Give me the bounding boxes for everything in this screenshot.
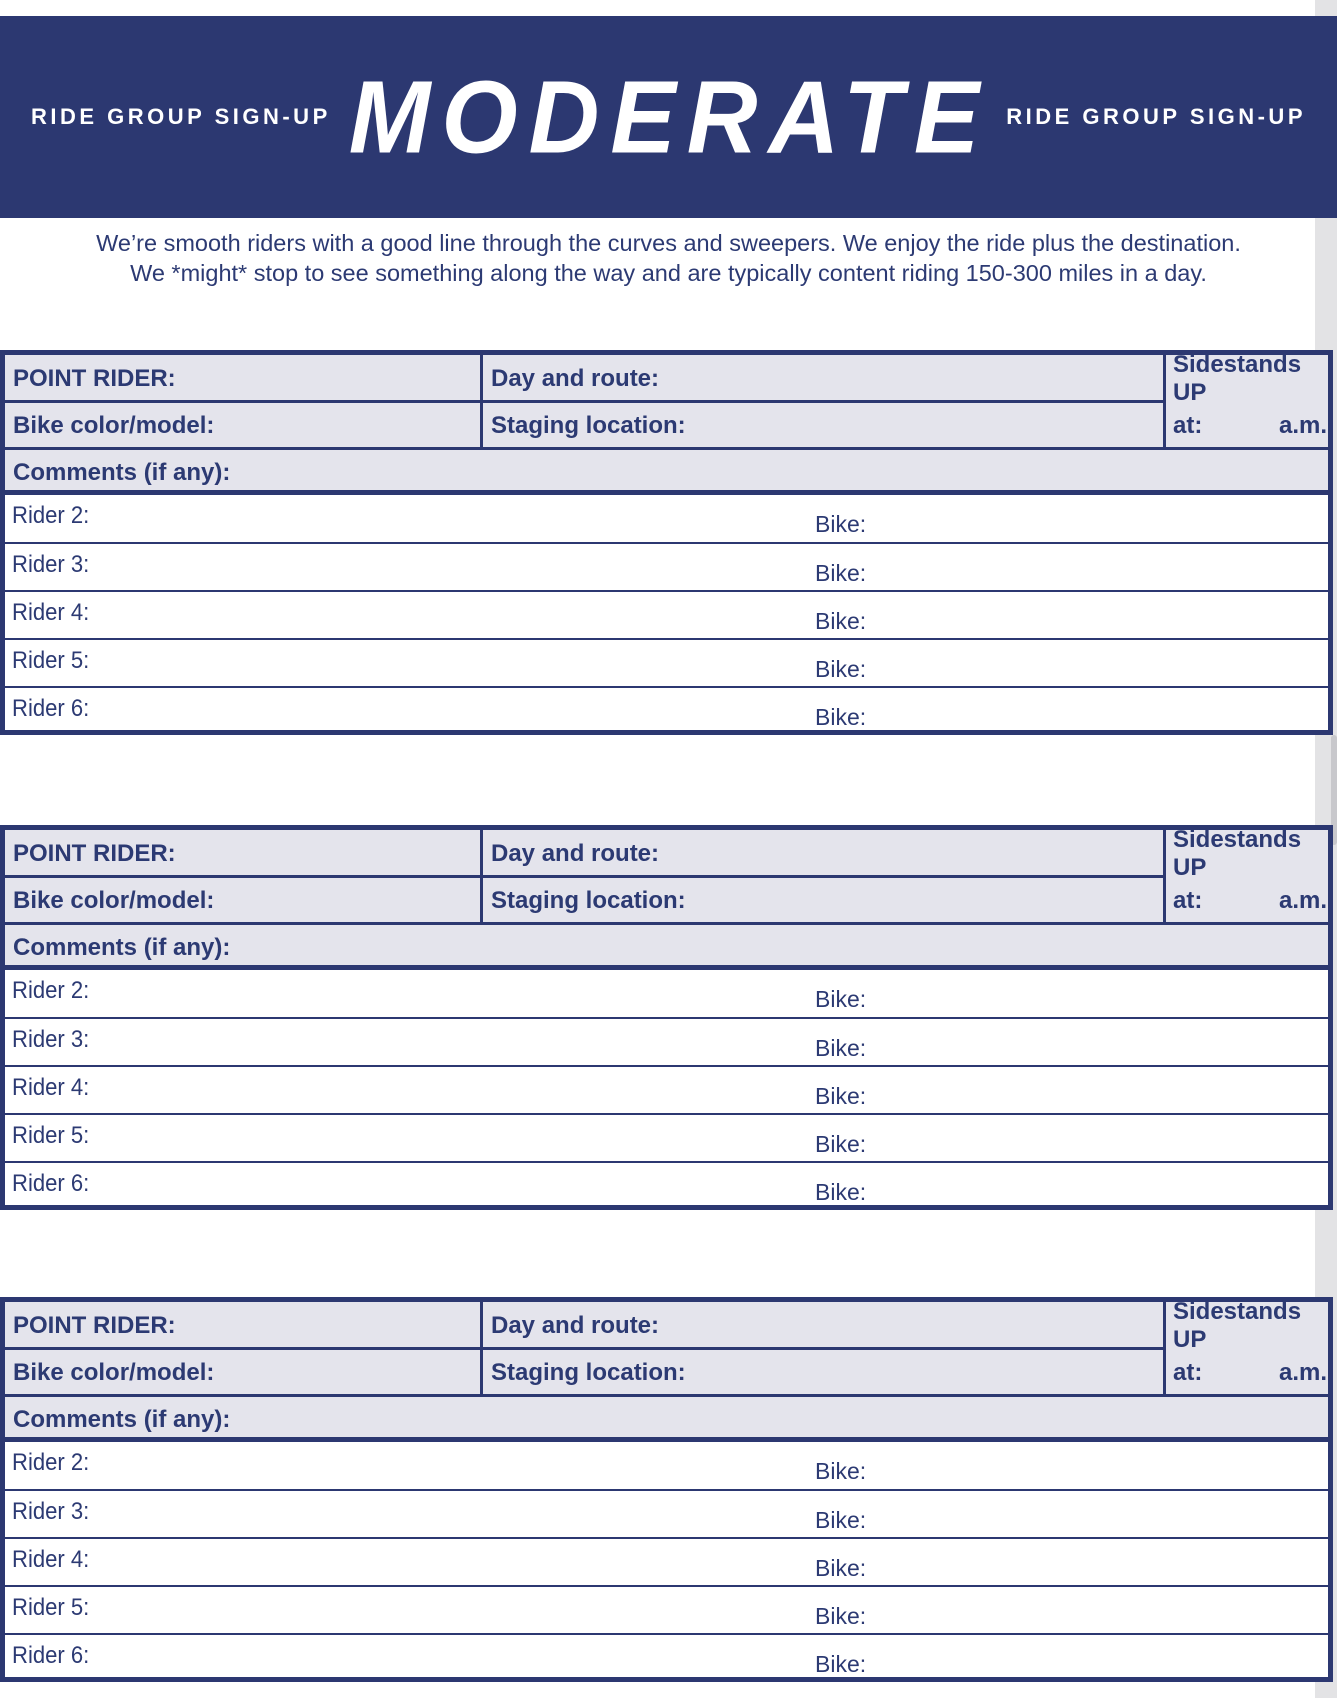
staging-location-label: Staging location:	[491, 411, 686, 439]
rider-label: Rider 2:	[12, 502, 90, 529]
bike-label: Bike:	[815, 1603, 867, 1629]
sidestands-up-label: Sidestands UP	[1173, 1297, 1302, 1353]
riders-table	[0, 490, 1333, 735]
point-rider-label: POINT RIDER:	[13, 364, 176, 392]
rider-row[interactable]	[5, 970, 1328, 1018]
at-label: at:	[1173, 411, 1203, 439]
divider	[5, 447, 1328, 450]
rider-row[interactable]	[5, 590, 1328, 638]
rider-label: Rider 5:	[12, 1594, 90, 1621]
day-route-label: Day and route:	[491, 364, 660, 392]
bike-label: Bike:	[815, 1131, 867, 1157]
bike-label: Bike:	[815, 1458, 867, 1484]
am-label: a.m.	[1278, 411, 1327, 439]
banner-left-tag: RIDE GROUP SIGN-UP	[31, 104, 331, 129]
divider	[1163, 1302, 1166, 1396]
rider-label: Rider 6:	[12, 1642, 90, 1669]
staging-location-label: Staging location:	[491, 886, 686, 914]
day-route-field[interactable]	[483, 830, 1163, 877]
bike-color-field[interactable]	[5, 877, 480, 924]
rider-row[interactable]	[5, 1585, 1328, 1633]
at-label: at:	[1173, 1358, 1203, 1386]
sidestands-up-label: Sidestands UP	[1173, 825, 1302, 881]
rider-row[interactable]	[5, 542, 1328, 590]
point-rider-field[interactable]	[5, 355, 480, 402]
rider-label: Rider 2:	[12, 1449, 90, 1476]
bike-label: Bike:	[815, 1651, 867, 1677]
day-route-label: Day and route:	[491, 1311, 660, 1339]
comments-label: Comments (if any):	[13, 459, 231, 486]
divider	[5, 1394, 1328, 1397]
bike-label: Bike:	[815, 608, 867, 634]
divider	[5, 400, 1163, 403]
rider-label: Rider 4:	[12, 1546, 90, 1573]
rider-row[interactable]	[5, 1161, 1328, 1209]
sidestands-up-field[interactable]	[1166, 1297, 1331, 1353]
rider-label: Rider 4:	[12, 1074, 90, 1101]
am-label: a.m.	[1278, 886, 1327, 914]
staging-location-label: Staging location:	[491, 1358, 686, 1386]
staging-location-field[interactable]	[483, 1349, 1163, 1396]
bike-label: Bike:	[815, 1083, 867, 1109]
bike-label: Bike:	[815, 1035, 867, 1061]
comments-label: Comments (if any):	[13, 934, 231, 961]
rider-row[interactable]	[5, 686, 1328, 734]
bike-label: Bike:	[815, 1179, 867, 1205]
bike-color-label: Bike color/model:	[13, 411, 215, 439]
bike-color-field[interactable]	[5, 1349, 480, 1396]
description-line-2: We *might* stop to see something along the way and are typically content riding 150-300 miles in a day.	[130, 260, 1207, 286]
staging-location-field[interactable]	[483, 877, 1163, 924]
riders-table	[0, 1437, 1333, 1682]
start-time-field[interactable]	[1166, 877, 1331, 924]
comments-label: Comments (if any):	[13, 1406, 231, 1433]
riders-table	[0, 965, 1333, 1210]
description-line-1: We’re smooth riders with a good line through the curves and sweepers. We enjoy the ride plus the destination.	[96, 230, 1241, 256]
day-route-field[interactable]	[483, 1302, 1163, 1349]
group-description	[0, 228, 1337, 288]
start-time-field[interactable]	[1166, 1349, 1331, 1396]
rider-row[interactable]	[5, 1633, 1328, 1681]
rider-label: Rider 3:	[12, 1026, 90, 1053]
bike-color-label: Bike color/model:	[13, 1358, 215, 1386]
rider-label: Rider 3:	[12, 551, 90, 578]
bike-color-label: Bike color/model:	[13, 886, 215, 914]
staging-location-field[interactable]	[483, 402, 1163, 449]
rider-label: Rider 6:	[12, 695, 90, 722]
rider-row[interactable]	[5, 1065, 1328, 1113]
divider	[1163, 830, 1166, 924]
rider-row[interactable]	[5, 638, 1328, 686]
divider	[5, 1347, 1163, 1350]
banner-right-tag: RIDE GROUP SIGN-UP	[1006, 104, 1306, 129]
divider	[5, 922, 1328, 925]
bike-label: Bike:	[815, 1555, 867, 1581]
rider-label: Rider 6:	[12, 1170, 90, 1197]
rider-row[interactable]	[5, 1442, 1328, 1490]
rider-label: Rider 5:	[12, 647, 90, 674]
am-label: a.m.	[1278, 1358, 1327, 1386]
ride-details-table	[0, 825, 1333, 971]
rider-label: Rider 2:	[12, 977, 90, 1004]
rider-row[interactable]	[5, 1537, 1328, 1585]
point-rider-label: POINT RIDER:	[13, 839, 176, 867]
divider	[5, 875, 1163, 878]
rider-row[interactable]	[5, 1489, 1328, 1537]
bike-label: Bike:	[815, 986, 867, 1012]
bike-label: Bike:	[815, 1507, 867, 1533]
point-rider-field[interactable]	[5, 830, 480, 877]
bike-color-field[interactable]	[5, 402, 480, 449]
point-rider-label: POINT RIDER:	[13, 1311, 176, 1339]
sidestands-up-label: Sidestands UP	[1173, 350, 1302, 406]
rider-label: Rider 3:	[12, 1498, 90, 1525]
rider-row[interactable]	[5, 1113, 1328, 1161]
sidestands-up-field[interactable]	[1166, 350, 1331, 406]
page-title: MODERATE	[348, 59, 991, 175]
rider-row[interactable]	[5, 1017, 1328, 1065]
ride-details-table	[0, 350, 1333, 496]
title-banner	[0, 16, 1337, 218]
bike-label: Bike:	[815, 656, 867, 682]
point-rider-field[interactable]	[5, 1302, 480, 1349]
divider	[1163, 355, 1166, 449]
day-route-field[interactable]	[483, 355, 1163, 402]
start-time-field[interactable]	[1166, 402, 1331, 449]
day-route-label: Day and route:	[491, 839, 660, 867]
at-label: at:	[1173, 886, 1203, 914]
rider-row[interactable]	[5, 495, 1328, 543]
ride-details-table	[0, 1297, 1333, 1443]
rider-label: Rider 4:	[12, 599, 90, 626]
bike-label: Bike:	[815, 511, 867, 537]
bike-label: Bike:	[815, 704, 867, 730]
sidestands-up-field[interactable]	[1166, 825, 1331, 881]
bike-label: Bike:	[815, 560, 867, 586]
rider-label: Rider 5:	[12, 1122, 90, 1149]
